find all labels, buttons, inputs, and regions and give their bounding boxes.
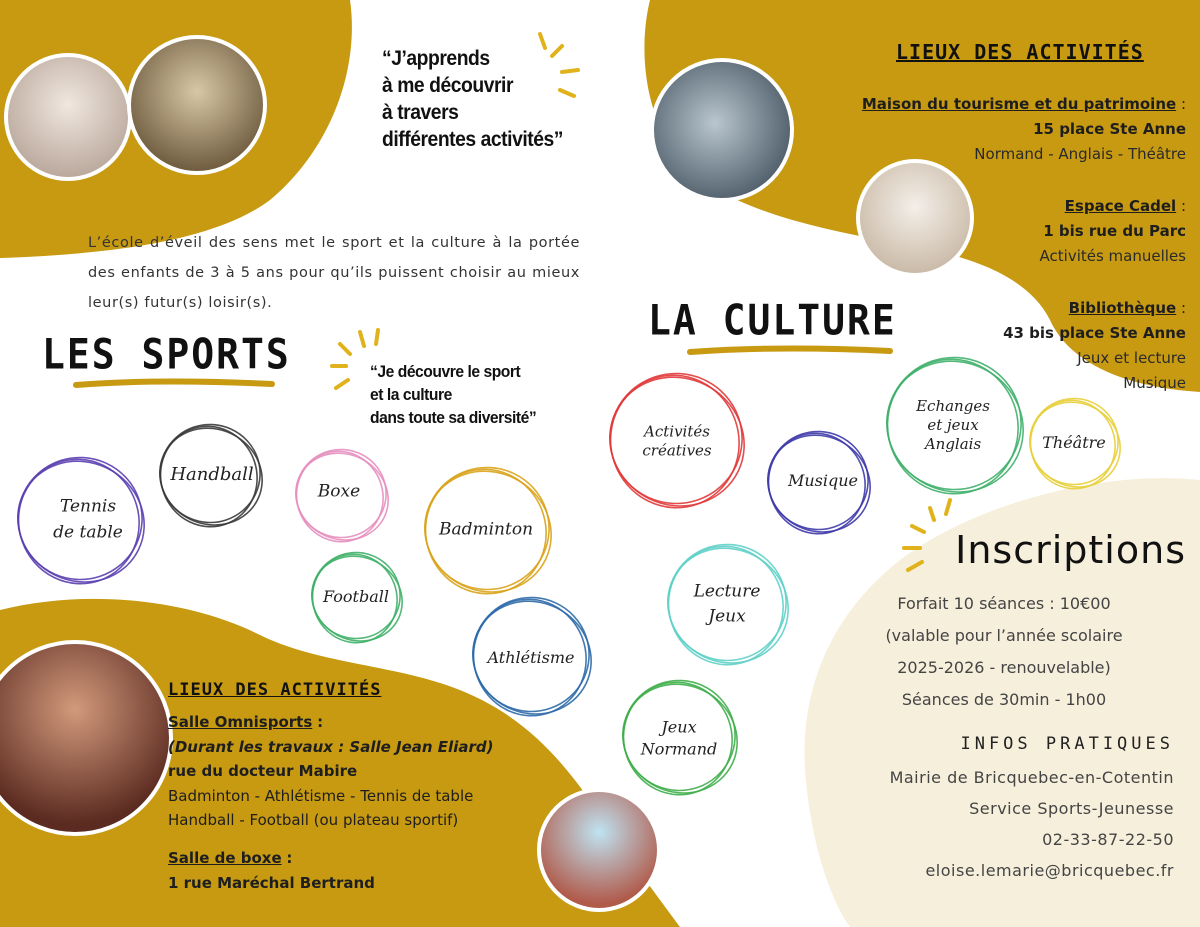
place-activities: Handball - Football (ou plateau sportif) [168, 811, 459, 829]
lieux-top-title: LIEUX DES ACTIVITÉS [896, 40, 1144, 64]
inscriptions-line: (valable pour l’année scolaire [885, 626, 1123, 645]
culture-jeux-normand: Jeux Normand [640, 717, 718, 758]
photo-kids-crafts [6, 55, 130, 179]
photo-kids-classroom [129, 37, 265, 173]
sport-football: Football [323, 587, 389, 606]
inscriptions-details [834, 588, 1174, 716]
place-bibliotheque: Bibliothèque : 43 bis place Ste Anne Jeux et lecture Musique [1003, 296, 1186, 396]
place-activities: Musique [1123, 374, 1186, 392]
place-address: 1 bis rue du Parc [1043, 222, 1186, 240]
sport-tennis-de-table: Tennis de table [53, 496, 123, 543]
sport-athletisme: Athlétisme [487, 648, 575, 667]
place-activities: Badminton - Athlétisme - Tennis de table [168, 786, 474, 805]
lieux-bottom-title: LIEUX DES ACTIVITÉS [168, 680, 382, 700]
quote-secondary [370, 360, 536, 429]
sport-badminton: Badminton [438, 519, 534, 540]
quote-main [382, 45, 563, 153]
place-address: 43 bis place Ste Anne [1003, 324, 1186, 342]
contact-block [890, 762, 1174, 886]
place-name: Espace Cadel [1064, 197, 1177, 215]
inscriptions-line: Séances de 30min - 1h00 [901, 690, 1107, 709]
culture-theatre: Théâtre [1042, 433, 1106, 452]
place-maison-tourisme: Maison du tourisme et du patrimoine : 15 place Ste Anne Normand - Anglais - Théâtre [862, 92, 1186, 167]
place-name: Maison du tourisme et du patrimoine [861, 95, 1177, 113]
place-activities: Normand - Anglais - Théâtre [974, 145, 1186, 163]
photo-girl-theatre [652, 60, 792, 200]
contact-mairie: Mairie de Bricquebec-en-Cotentin [889, 768, 1174, 787]
contact-service: Service Sports-Jeunesse [969, 799, 1174, 818]
inscriptions-title: Inscriptions [955, 528, 1186, 572]
photo-kids-running [539, 790, 659, 910]
sports-underline [76, 382, 272, 386]
culture-echanges-anglais: Echanges et jeux Anglais [916, 396, 990, 453]
inscriptions-line: Forfait 10 séances : 10€00 [897, 594, 1111, 613]
contact-phone[interactable]: 02-33-87-22-50 [1042, 830, 1174, 849]
place-salle-omnisports: Salle Omnisports : (Durant les travaux : Salle Jean Eliard) rue du docteur Mabire Badminton - Athlétisme - Tennis de table Handball - Football (ou plateau sportif) [168, 710, 493, 833]
place-address: 1 rue Maréchal Bertrand [168, 873, 375, 892]
culture-title: LA CULTURE [648, 295, 897, 345]
place-name: Bibliothèque [1068, 299, 1177, 317]
intro-paragraph: L’école d’éveil des sens met le sport et la culture à la portée des enfants de 3 à 5 ans pour qu’ils puissent choisir au mieux leur(s) futur(s) loisir(s). [88, 235, 580, 311]
quote-main-line: différentes activités” [382, 128, 564, 151]
sport-boxe: Boxe [317, 481, 361, 502]
place-espace-cadel: Espace Cadel : 1 bis rue du Parc Activités manuelles [1040, 194, 1186, 269]
place-address: 15 place Ste Anne [1033, 120, 1186, 138]
quote-main-line: à travers [382, 101, 459, 124]
quote-main-line: à me découvrir [382, 74, 514, 97]
quote-secondary-line: et la culture [370, 385, 452, 404]
place-note: (Durant les travaux : Salle Jean Eliard) [168, 737, 494, 756]
place-name: Salle Omnisports [168, 713, 313, 731]
infos-title: INFOS PRATIQUES [960, 734, 1174, 754]
place-activities: Activités manuelles [1039, 247, 1186, 265]
place-activities: Jeux et lecture [1077, 349, 1186, 367]
culture-musique: Musique [787, 471, 859, 490]
culture-underline [690, 349, 890, 353]
culture-activites-creatives: Activités créatives [642, 422, 712, 459]
sport-handball: Handball [170, 463, 254, 485]
photo-boy-trumpet [858, 161, 972, 275]
sports-title: LES SPORTS [42, 329, 291, 379]
place-address: rue du docteur Mabire [168, 762, 358, 780]
quote-secondary-line: “Je découvre le sport [370, 362, 521, 381]
photo-toddler-boxing [0, 642, 171, 834]
quote-main-line: “J’apprends [382, 47, 490, 70]
place-salle-boxe: Salle de boxe : 1 rue Maréchal Bertrand [168, 846, 375, 895]
culture-lecture-jeux: Lecture Jeux [693, 581, 761, 626]
contact-email[interactable]: eloise.lemarie@bricquebec.fr [925, 861, 1174, 880]
inscriptions-line: 2025-2026 - renouvelable) [897, 658, 1111, 677]
quote-secondary-line: dans toute sa diversité” [370, 408, 537, 427]
place-name: Salle de boxe [168, 849, 282, 867]
